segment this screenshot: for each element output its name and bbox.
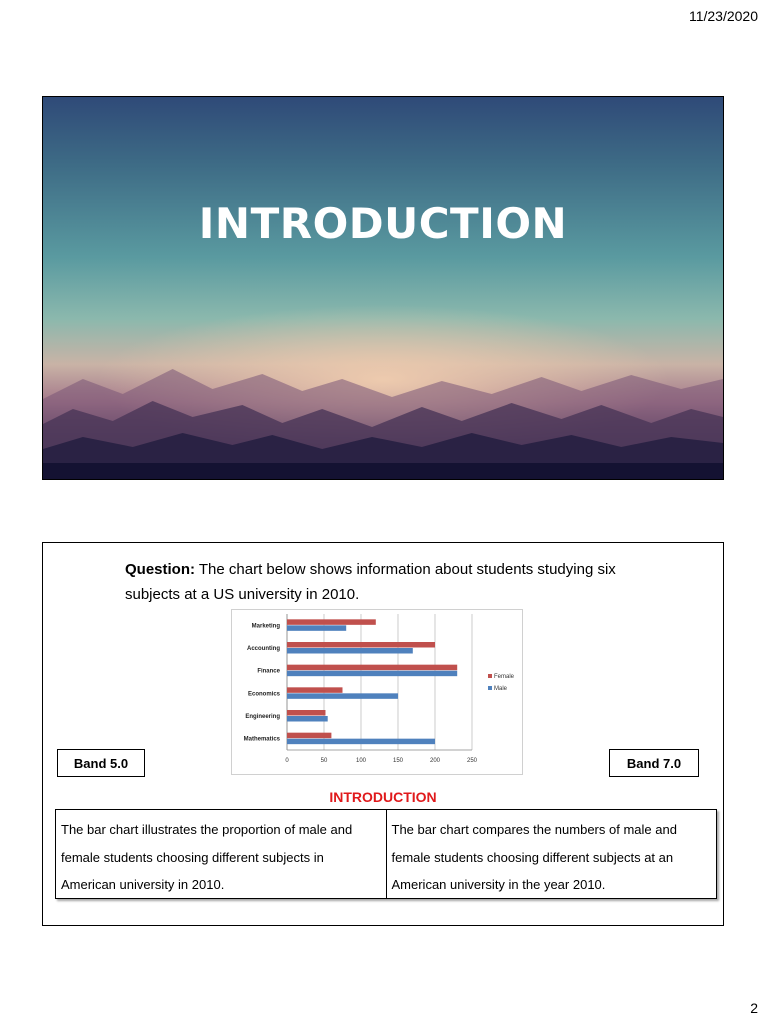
bar-chart [231,609,523,775]
x-tick-label: 0 [285,758,289,764]
legend-swatch-male [488,686,492,690]
category-label: Mathematics [243,736,280,743]
bar-female [287,733,331,738]
bar-male [287,671,457,677]
x-tick-label: 250 [466,758,478,764]
category-label: Finance [257,668,280,675]
bar-male [287,739,435,745]
bar-female [287,665,457,671]
category-label: Marketing [251,623,280,630]
slide-date: 11/23/2020 [688,8,758,24]
bar-chart-svg [232,610,522,774]
question-text [125,557,645,607]
bar-male [287,625,346,631]
answer-band-5: The bar chart illustrates the proportion of male and female students choosing different subjects in American university in 2010. [61,822,353,892]
x-tick-label: 150 [392,758,404,764]
content-slide [42,542,724,926]
category-label: Accounting [247,646,280,652]
question-label: Question: [125,561,195,578]
bar-female [287,619,376,625]
x-tick-label: 200 [429,758,441,764]
section-heading: INTRODUCTION [329,789,437,805]
band-7-label: Band 7.0 [609,749,699,777]
bar-male [287,693,398,699]
title-slide [42,96,724,480]
bar-female [287,710,325,716]
x-tick-label: 100 [355,758,367,764]
legend-swatch-female [488,674,492,678]
question-body: The chart below shows information about students studying six subjects at a US university in 2010. [125,561,616,603]
page-number: 2 [750,1000,758,1016]
x-tick-label: 50 [320,758,328,764]
mountain-silhouette [43,339,723,479]
bar-male [287,716,328,722]
band-5-label: Band 5.0 [57,749,145,777]
bar-male [287,648,413,654]
category-label: Economics [247,691,280,698]
slide-title: INTRODUCTION [198,199,568,248]
legend-label: Male [494,686,508,692]
bar-female [287,687,343,693]
legend-label: Female [494,674,515,680]
bar-female [287,642,435,648]
category-label: Engineering [245,714,280,720]
answer-band-7: The bar chart compares the numbers of male and female students choosing different subjects at an American university in the year 2010. [386,810,717,898]
answers-table [55,809,717,899]
